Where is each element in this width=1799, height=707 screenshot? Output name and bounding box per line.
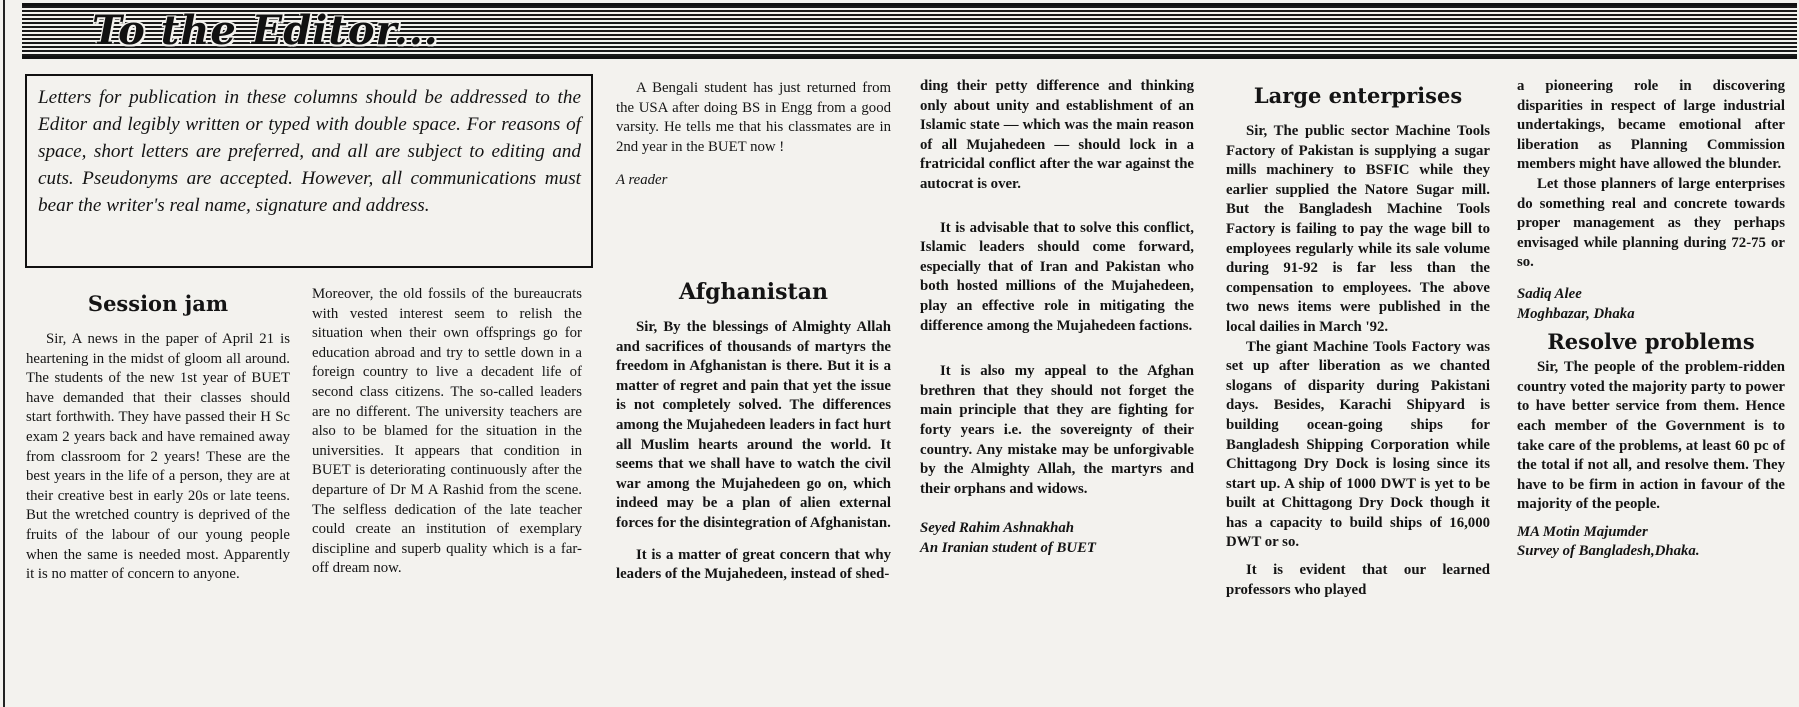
session-jam-paragraph-1: Sir, A news in the paper of April 21 is heartening in the midst of gloom all around. The students of the new 1st year of BUET have demanded that their classes should start forthwith. They have passed their H Sc exam 2 years back and have remained away from classroom for 2 years! These are the best years in the life of a person, they are at their creative best in early 20s or late teens. But the wretched country is deprived of the fruits of the labour of our young people when the same is needed most. Apparently it is no matter of concern to anyone.: [26, 331, 290, 583]
left-column-rule: [3, 0, 5, 707]
afghanistan-paragraph-2: It is a matter of great concern that why leaders of the Mujahedeen, instead of shed-: [616, 546, 891, 583]
session-jam-column-1: [26, 290, 290, 585]
editorial-notice-box: Letters for publication in these columns should be addressed to the Editor and legibly written or typed with double space. For reasons of space, short letters are preferred, and all are subject to editing and cuts. Pseudonyms are accepted. However, all communications must bear the writer's real name, signature and address.: [25, 74, 593, 268]
afghanistan-paragraph-5: It is also my appeal to the Afghan brethren that they should not forget the main principle that they are fighting for forty years i.e. the sovereignty of their country. Any mistake may be unforgivable by the Almighty Allah, the martyrs and their orphans and widows.: [920, 363, 1194, 497]
large-enterprises-paragraph-1: Sir, The public sector Machine Tools Factory of Pakistan is supplying a sugar mills machinery to BSFIC while they earlier supplied the Natore Sugar mill. But the Bangladesh Machine Tools Factory is failing to pay the wage bill to employees regularly while its sale volume during 91-92 is far less than the compensation to employees. The above two news items were published in the local dailies in March '92.: [1226, 123, 1490, 335]
afghanistan-paragraph-3: ding their petty difference and thinking only about unity and establishment of an Islamic state — which was the main reason of all Mujahedeen — should lock in a fratricidal conflict after the war against the autocrat is over.: [920, 78, 1194, 192]
afghanistan-paragraph-4: It is advisable that to solve this conflict, Islamic leaders should come forward, especially that of Iran and Pakistan who both hosted millions of the Mujahedeen, play an effective role in mitigating the difference among the Mujahedeen factions.: [920, 219, 1194, 334]
large-enterprises-paragraph-4: a pioneering role in discovering disparities in respect of large industrial undertakings, became emotional after liberation as Planning Commission members might have allowed the blunder.: [1517, 78, 1785, 173]
section-banner: [22, 3, 1797, 59]
afghanistan-signature-desc: An Iranian student of BUET: [920, 539, 1096, 556]
session-jam-paragraph-3: A Bengali student has just returned from the USA after doing BS in Engg from a good varsity. He tells me that his classmates are in 2nd year in the BUET now !: [616, 80, 891, 155]
large-enterprises-paragraph-3: It is evident that our learned professors who played: [1226, 562, 1490, 598]
large-enterprises-paragraph-5: Let those planners of large enterprises do something real and concrete towards proper management as they perhaps envisaged while planning during 72-75 or so.: [1517, 175, 1785, 271]
afghanistan-column-2: [920, 77, 1194, 558]
session-jam-signature: A reader: [616, 172, 668, 189]
session-jam-paragraph-2: Moreover, the old fossils of the bureaucrats with vested interest seem to relish the situation when their own offsprings go for education abroad and try to settle down in a foreign country to live a decadent life of second class citizens. The so-called leaders are no different. The university teachers are also to be blamed for the situation in the universities. It appears that condition in BUET is deteriorating continuously after the departure of Dr M A Rashid from the scene. The selfless dedication of the late teacher could create an institution of exemplary discipline and superb quality which is a far-off dream now.: [312, 286, 582, 577]
afghanistan-signature-name: Seyed Rahim Ashnakhah: [920, 520, 1075, 537]
large-enterprises-signature-place: Moghbazar, Dhaka: [1517, 305, 1635, 322]
afghanistan-paragraph-1: Sir, By the blessings of Almighty Allah and sacrifices of thousands of martyrs the freedom in Afghanistan is there. But it is a matter of regret and pain that yet the issue is not completely solved. The differences among the Mujahedeen leaders in fact hurt all Muslim hearts around the world. It seems that we shall have to watch the civil war among the Mujahedeen go on, which indeed may be a plan of alien external forces for the disintegration of Afghanistan.: [616, 319, 891, 531]
resolve-problems-heading: Resolve problems: [1547, 329, 1755, 355]
large-enterprises-heading: Large enterprises: [1253, 83, 1463, 108]
resolve-problems-signature-place: Survey of Bangladesh,Dhaka.: [1517, 543, 1700, 560]
resolve-problems-paragraph-1: Sir, The people of the problem-ridden country voted the majority party to power to have better service from them. Hence each member of the Government is to take care of the problems, at least 60 pc of the total if not all, and resolve them. They have to be firm in action in favour of the majority of the people.: [1517, 359, 1785, 513]
large-enterprises-column-2: [1517, 77, 1785, 562]
section-title: To the Editor...: [92, 7, 439, 54]
session-jam-heading: Session jam: [87, 291, 229, 316]
large-enterprises-column-1: [1226, 82, 1490, 600]
session-jam-column-2: [312, 285, 582, 579]
afghanistan-column-1: [616, 278, 891, 585]
large-enterprises-paragraph-2: The giant Machine Tools Factory was set up after liberation as we chanted slogans of disparity during Pakistani days. Besides, Karachi Shipyard is building ocean-going ships for Bangladesh Shipping Corporation while Chittagong Dry Dock is losing since its start up. A ship of 1000 DWT is yet to be built at Chittagong Dry Dock though it has a capacity to build ships of 16,000 DWT or so.: [1226, 338, 1490, 551]
resolve-problems-signature-name: MA Motin Majumder: [1517, 523, 1648, 540]
large-enterprises-signature-name: Sadiq Alee: [1517, 285, 1582, 302]
session-jam-column-3: [616, 79, 891, 191]
afghanistan-heading: Afghanistan: [679, 279, 828, 305]
